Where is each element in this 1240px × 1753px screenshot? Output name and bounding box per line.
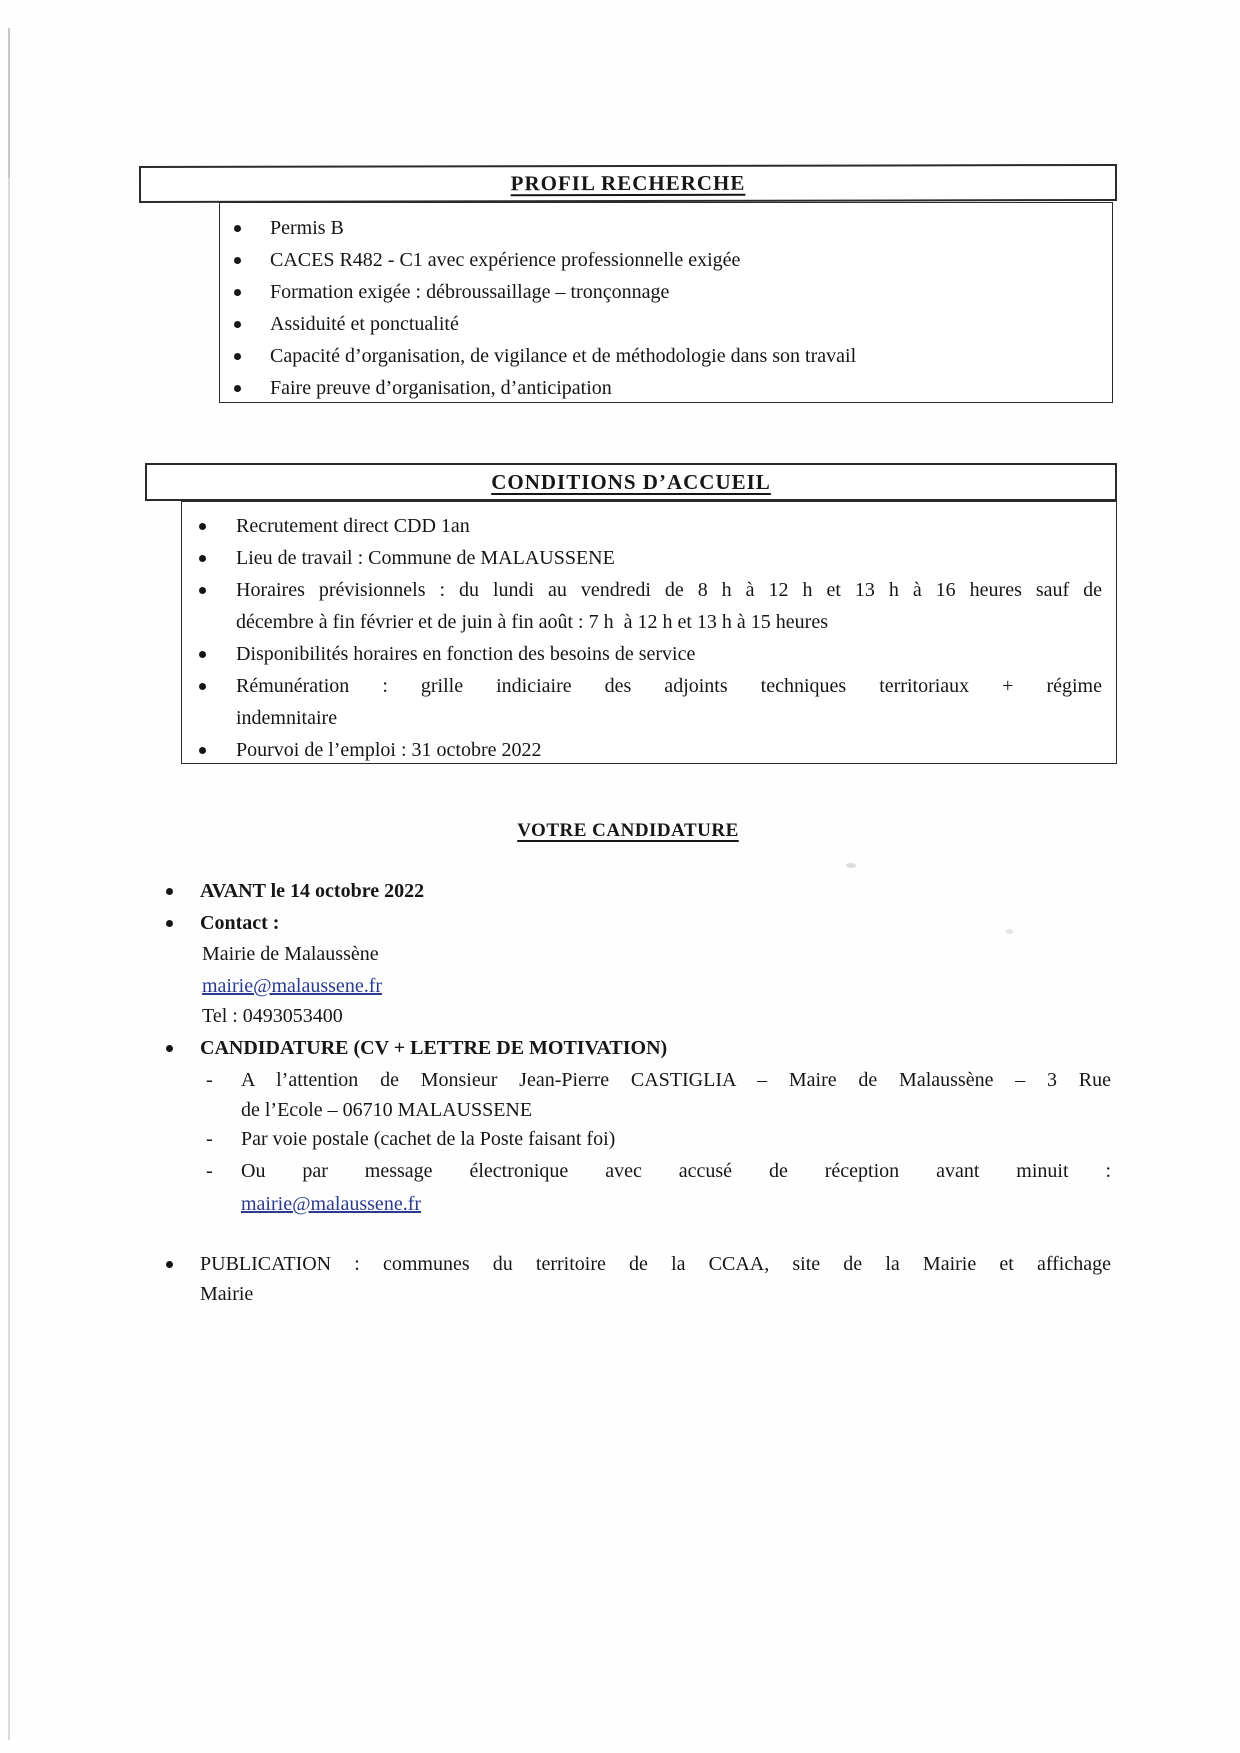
list-item-text: Recrutement direct CDD 1an [236, 515, 470, 537]
scan-edge-line-dark [8, 28, 10, 178]
list-item-text: Rémunération : grille indiciaire des adjoints techniques territoriaux + régime [236, 675, 1102, 697]
list-item-text: Disponibilités horaires en fonction des besoins de service [236, 643, 696, 665]
list-item [220, 308, 1112, 340]
list-item [220, 244, 1112, 276]
bullet-icon [166, 920, 173, 927]
bullet-icon [199, 651, 206, 658]
bullet-icon [234, 353, 241, 360]
publication-text: Mairie [200, 1283, 254, 1305]
list-item-text: Formation exigée : débroussaillage – tronçonnage [270, 281, 670, 303]
bullet-icon [234, 385, 241, 392]
bullet-icon [199, 555, 206, 562]
bullet-icon [199, 587, 206, 594]
deadline-text: AVANT le 14 octobre 2022 [200, 880, 425, 902]
scan-speck [846, 863, 856, 868]
list-item [182, 510, 1116, 542]
profil-content-box [219, 202, 1113, 403]
list-item-text: Faire preuve d’organisation, d’anticipation [270, 377, 612, 399]
contact-tel: Tel : 0493053400 [202, 1005, 343, 1027]
dash-item-text: Ou par message électronique avec accusé de réception avant minuit : [241, 1160, 1111, 1182]
list-item-text: Lieu de travail : Commune de MALAUSSENE [236, 547, 615, 569]
list-item-text: indemnitaire [236, 707, 338, 729]
conditions-title: CONDITIONS D’ACCUEIL [491, 469, 771, 494]
bullet-icon [234, 225, 241, 232]
list-item [220, 212, 1112, 244]
list-item-text: Capacité d’organisation, de vigilance et de méthodologie dans son travail [270, 345, 857, 367]
list-item [182, 638, 1116, 670]
dash-item-postale [204, 1124, 1111, 1154]
email-link[interactable]: mairie@malaussene.fr [202, 975, 383, 997]
dash-icon: - [206, 1128, 213, 1150]
contact-item [154, 908, 279, 938]
dash-item-text: de l’Ecole – 06710 MALAUSSENE [241, 1099, 533, 1121]
email-link-repeat[interactable]: mairie@malaussene.fr [241, 1193, 422, 1215]
bullet-icon [166, 1261, 173, 1268]
list-item [220, 340, 1112, 372]
dash-item-attention [204, 1065, 1111, 1125]
conditions-list [182, 502, 1116, 766]
bullet-icon [166, 1045, 173, 1052]
bullet-icon [234, 321, 241, 328]
dash-icon: - [206, 1069, 213, 1091]
bullet-icon [234, 289, 241, 296]
bullet-icon [199, 683, 206, 690]
list-item [182, 574, 1116, 638]
dash-item-text: A l’attention de Monsieur Jean-Pierre CASTIGLIA – Maire de Malaussène – 3 Rue [241, 1069, 1111, 1091]
conditions-content-box [181, 501, 1117, 764]
candidature-label: CANDIDATURE (CV + LETTRE DE MOTIVATION) [200, 1037, 668, 1059]
list-item [220, 372, 1112, 404]
profil-list [220, 203, 1112, 404]
dash-item-text: Par voie postale (cachet de la Poste faisant foi) [241, 1128, 616, 1150]
list-item [182, 670, 1116, 734]
bullet-icon [234, 257, 241, 264]
list-item [182, 542, 1116, 574]
dash-icon: - [206, 1160, 213, 1182]
list-item-text: Pourvoi de l’emploi : 31 octobre 2022 [236, 739, 542, 761]
profil-title: PROFIL RECHERCHE [510, 170, 746, 196]
dash-item-electronique [204, 1156, 1111, 1186]
list-item [220, 276, 1112, 308]
list-item-text: Assiduité et ponctualité [270, 313, 459, 335]
contact-name: Mairie de Malaussène [202, 943, 379, 965]
scan-speck [1006, 929, 1013, 934]
list-item-text: décembre à fin février et de juin à fin août : 7 h à 12 h et 13 h à 15 heures [236, 611, 829, 633]
profil-header-box [139, 164, 1117, 203]
scan-edge-line [8, 28, 10, 1740]
list-item [182, 734, 1116, 766]
list-item-text: Permis B [270, 217, 344, 239]
candidature-title: VOTRE CANDIDATURE [517, 820, 739, 841]
publication-text: PUBLICATION : communes du territoire de la CCAA, site de la Mairie et affichage [200, 1253, 1111, 1275]
bullet-icon [199, 523, 206, 530]
list-item-text: Horaires prévisionnels : du lundi au vendredi de 8 h à 12 h et 13 h à 16 heures sauf de [236, 579, 1102, 601]
contact-label: Contact : [200, 912, 280, 934]
list-item-text: CACES R482 - C1 avec expérience professionnelle exigée [270, 249, 741, 271]
deadline-item [154, 876, 424, 906]
bullet-icon [199, 747, 206, 754]
conditions-header-box [145, 463, 1117, 501]
bullet-icon [166, 888, 173, 895]
candidature-item [154, 1033, 667, 1063]
publication-item [154, 1249, 1111, 1309]
